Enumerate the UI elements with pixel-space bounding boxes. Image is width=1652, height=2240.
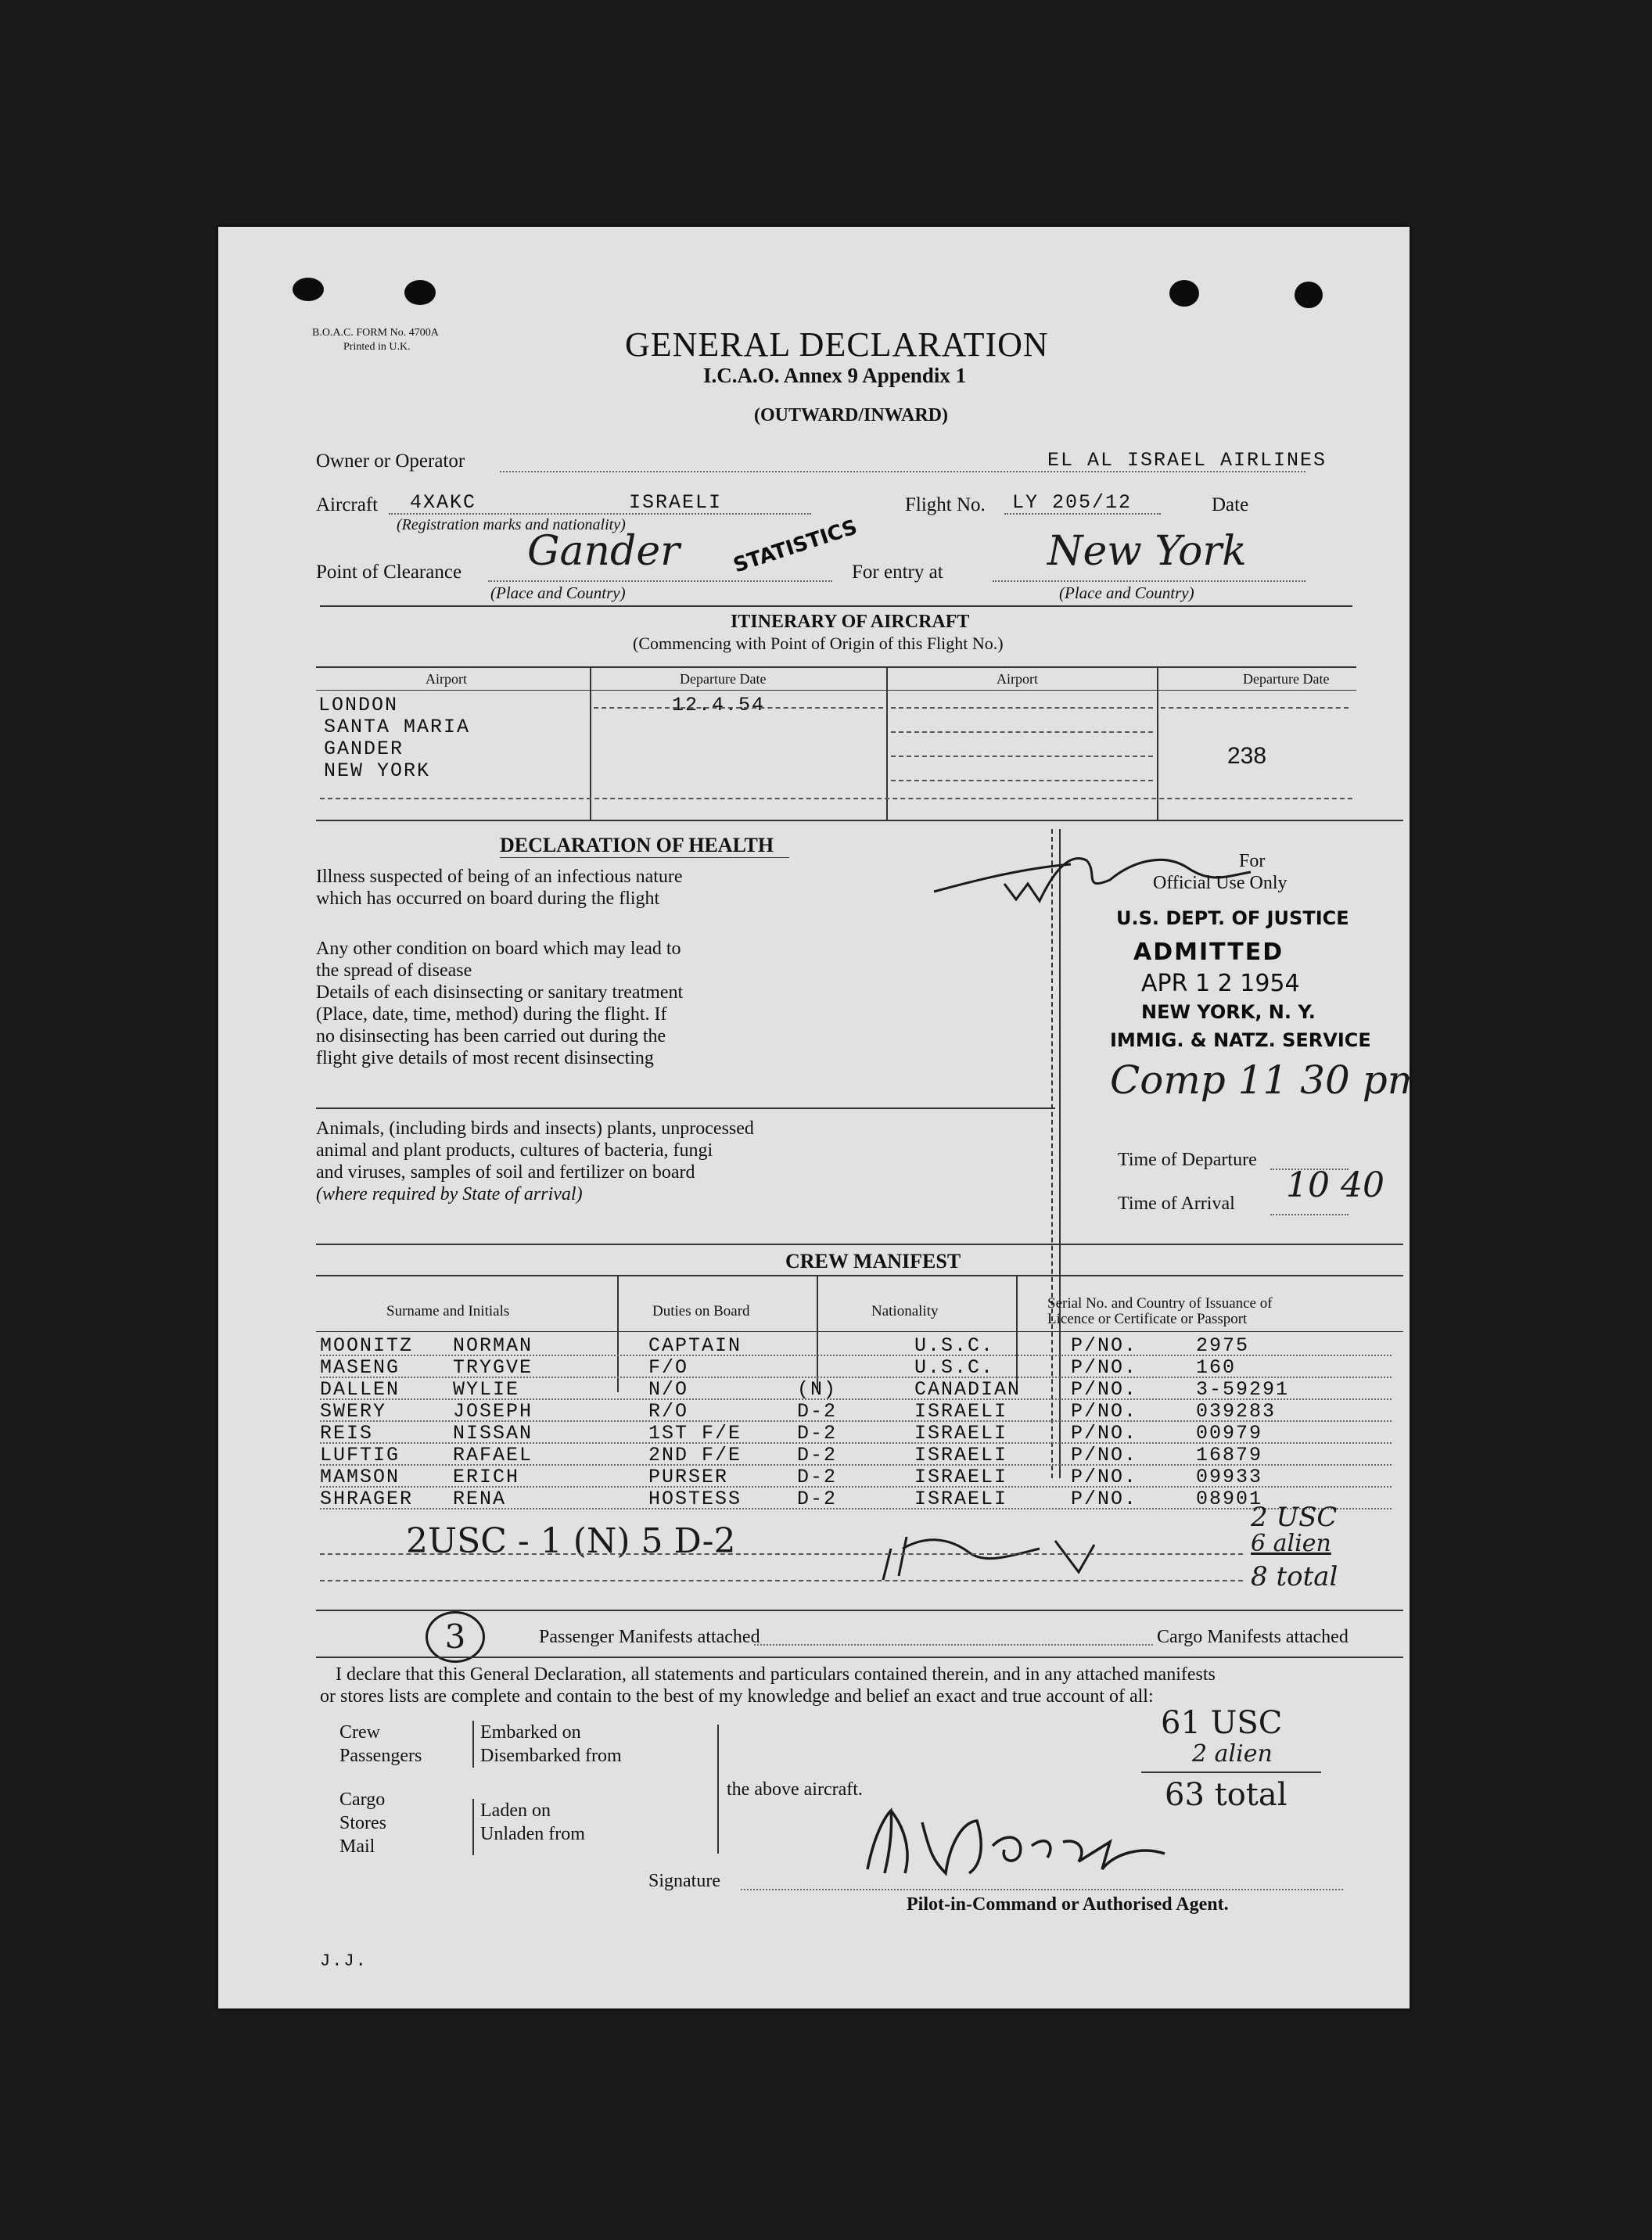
crew-hand-summary: 2USC - 1 (N) 5 D-2 xyxy=(406,1521,736,1561)
itinerary-row-line xyxy=(891,780,1153,781)
crew-surname: SHRAGER xyxy=(320,1488,414,1510)
health-animals-4: (where required by State of arrival) xyxy=(316,1184,583,1204)
crew-row xyxy=(320,1378,1392,1400)
itinerary-row-line xyxy=(891,707,1153,709)
itinerary-airport-3: GANDER xyxy=(324,738,404,760)
crew-serial: P/NO. xyxy=(1071,1334,1138,1357)
aircraft-line xyxy=(389,513,811,515)
crew-nat: ISRAELI xyxy=(914,1466,1008,1488)
crew-tally-total: 8 total xyxy=(1251,1561,1338,1592)
crew-num: 3-59291 xyxy=(1196,1378,1290,1401)
crew-duty: HOSTESS xyxy=(648,1488,742,1510)
entry-caption: (Place and Country) xyxy=(1059,583,1194,602)
crew-surname: MAMSON xyxy=(320,1466,400,1488)
crew-row xyxy=(320,1356,1392,1378)
stamp-service: IMMIG. & NATZ. SERVICE xyxy=(1110,1029,1371,1051)
crew-surname: SWERY xyxy=(320,1400,387,1423)
crew-mark: D-2 xyxy=(797,1422,838,1445)
punch-hole xyxy=(1169,280,1199,307)
crew-signature-scribble xyxy=(860,1525,1266,1588)
comp-handwritten: Comp 11 30 pm xyxy=(1110,1057,1425,1103)
decl-laden: Laden on xyxy=(480,1800,551,1821)
health-disinsect-1: Details of each disinsecting or sanitary treatment xyxy=(316,982,684,1003)
clearance-label: Point of Clearance xyxy=(316,562,462,583)
crew-mark: D-2 xyxy=(797,1444,838,1466)
crew-given: ERICH xyxy=(453,1466,520,1488)
itinerary-airport-2: SANTA MARIA xyxy=(324,716,471,738)
passenger-manifests: Passenger Manifests attached xyxy=(539,1627,760,1647)
crew-num: 16879 xyxy=(1196,1444,1263,1466)
crew-row xyxy=(320,1488,1392,1509)
col-airport: Airport xyxy=(426,671,467,687)
col-duties: Duties on Board xyxy=(652,1303,750,1319)
itinerary-title: ITINERARY OF AIRCRAFT xyxy=(731,612,970,632)
declaration-text-1: I declare that this General Declaration, all statements and particulars contained therein, and in any attached manifests xyxy=(336,1664,1216,1685)
crew-surname: DALLEN xyxy=(320,1378,400,1401)
crew-nat: U.S.C. xyxy=(914,1334,995,1357)
crew-surname: REIS xyxy=(320,1422,374,1445)
flight-line xyxy=(1004,513,1161,515)
aircraft-nationality: ISRAELI xyxy=(629,491,723,514)
time-arrival-label: Time of Arrival xyxy=(1118,1194,1235,1214)
crew-duty: R/O xyxy=(648,1400,689,1423)
health-animals-3: and viruses, samples of soil and fertilizer on board xyxy=(316,1162,695,1183)
crew-nat: ISRAELI xyxy=(914,1488,1008,1510)
form-title: GENERAL DECLARATION xyxy=(625,325,1049,364)
crew-num: 00979 xyxy=(1196,1422,1263,1445)
decl-disembarked: Disembarked from xyxy=(480,1746,622,1766)
decl-bracket xyxy=(472,1721,474,1768)
punch-hole xyxy=(404,280,436,305)
footer-initials: J.J. xyxy=(320,1951,368,1971)
crew-row xyxy=(320,1334,1392,1356)
itinerary-subtitle: (Commencing with Point of Origin of this Flight No.) xyxy=(633,634,1004,653)
crew-row xyxy=(320,1444,1392,1466)
decl-pax-total: 63 total xyxy=(1165,1777,1287,1813)
crew-duty: F/O xyxy=(648,1356,689,1379)
crew-nat: ISRAELI xyxy=(914,1400,1008,1423)
col-airport-2: Airport xyxy=(997,671,1038,687)
crew-given: NISSAN xyxy=(453,1422,533,1445)
col-serial-2: Licence or Certificate or Passport xyxy=(1047,1311,1248,1327)
health-other-2: the spread of disease xyxy=(316,960,472,981)
decl-pax-usc: 61 USC xyxy=(1161,1705,1283,1741)
health-illness-1: Illness suspected of being of an infectious nature xyxy=(316,867,683,887)
crew-given: TRYGVE xyxy=(453,1356,533,1379)
itinerary-row-line xyxy=(1161,707,1349,709)
crew-given: JOSEPH xyxy=(453,1400,533,1423)
cargo-manifests: Cargo Manifests attached xyxy=(1157,1627,1349,1647)
health-animals-rule xyxy=(316,1107,1055,1109)
crew-duty: PURSER xyxy=(648,1466,729,1488)
health-title-underline xyxy=(500,857,789,858)
aircraft-label: Aircraft xyxy=(316,494,379,515)
pilot-signature xyxy=(844,1799,1173,1885)
decl-above-aircraft: the above aircraft. xyxy=(727,1779,863,1800)
printed-in: Printed in U.K. xyxy=(343,341,411,353)
crew-mark: D-2 xyxy=(797,1466,838,1488)
crew-num: 09933 xyxy=(1196,1466,1263,1488)
itinerary-bottom-dotted xyxy=(320,798,1352,799)
health-illness-2: which has occurred on board during the flight xyxy=(316,888,660,909)
itinerary-top-rule xyxy=(320,605,1352,607)
crew-given: WYLIE xyxy=(453,1378,520,1401)
crew-tally-usc: 2 USC xyxy=(1251,1502,1338,1533)
health-other-1: Any other condition on board which may lead to xyxy=(316,939,681,959)
crew-row-line xyxy=(320,1508,1392,1509)
crew-mark: D-2 xyxy=(797,1488,838,1510)
decl-bracket xyxy=(472,1799,474,1855)
crew-nat: ISRAELI xyxy=(914,1444,1008,1466)
owner-label: Owner or Operator xyxy=(316,451,465,472)
decl-cargo: Cargo xyxy=(339,1789,386,1810)
clearance-caption: (Place and Country) xyxy=(490,583,626,602)
owner-value: EL AL ISRAEL AIRLINES xyxy=(1047,449,1327,472)
itinerary-row-line xyxy=(891,731,1153,733)
crew-mark: D-2 xyxy=(797,1400,838,1423)
crew-duty: CAPTAIN xyxy=(648,1334,742,1357)
crew-serial: P/NO. xyxy=(1071,1378,1138,1401)
stamp-date: APR 1 2 1954 xyxy=(1141,970,1300,997)
stamp-dept-justice: U.S. DEPT. OF JUSTICE xyxy=(1116,907,1349,929)
crew-row xyxy=(320,1422,1392,1444)
crew-mark: (N) xyxy=(797,1378,838,1401)
official-for: For xyxy=(1239,851,1266,871)
flight-label: Flight No. xyxy=(905,494,986,515)
decl-unladen: Unladen from xyxy=(480,1824,585,1844)
crew-duty: 1ST F/E xyxy=(648,1422,742,1445)
decl-embarked: Embarked on xyxy=(480,1722,581,1743)
punch-hole xyxy=(1295,282,1323,308)
itinerary-subheader-rule xyxy=(316,690,1356,691)
signature-line xyxy=(741,1889,1343,1890)
decl-pax-rule xyxy=(1141,1772,1321,1773)
health-disinsect-2: (Place, date, time, method) during the flight. If xyxy=(316,1004,667,1025)
itinerary-row-line xyxy=(891,756,1153,757)
crew-nat: U.S.C. xyxy=(914,1356,995,1379)
crew-row-dotted xyxy=(320,1580,1243,1581)
decl-crew: Crew xyxy=(339,1722,380,1743)
entry-handwritten: New York xyxy=(1047,528,1247,575)
itinerary-bottom-rule xyxy=(316,820,1403,821)
itinerary-number: 238 xyxy=(1227,743,1267,769)
decl-pax-alien: 2 alien xyxy=(1192,1740,1273,1768)
passenger-manifest-count: 3 xyxy=(426,1611,485,1663)
clearance-line xyxy=(488,580,832,582)
official-use-only: Official Use Only xyxy=(1153,873,1287,893)
crew-num: 2975 xyxy=(1196,1334,1250,1357)
time-arrival-line xyxy=(1270,1214,1349,1215)
decl-passengers: Passengers xyxy=(339,1746,422,1766)
decl-brace xyxy=(717,1725,719,1854)
crew-duty: 2ND F/E xyxy=(648,1444,742,1466)
crew-num: 08901 xyxy=(1196,1488,1263,1510)
registration-caption: (Registration marks and nationality) xyxy=(397,516,626,533)
crew-serial: P/NO. xyxy=(1071,1356,1138,1379)
declaration-form-sheet xyxy=(218,227,1425,2008)
crew-surname: LUFTIG xyxy=(320,1444,400,1466)
flight-number: LY 205/12 xyxy=(1012,491,1133,514)
manifests-bottom-rule xyxy=(316,1657,1403,1658)
crew-serial: P/NO. xyxy=(1071,1422,1138,1445)
health-animals-2: animal and plant products, cultures of bacteria, fungi xyxy=(316,1140,713,1161)
itinerary-departure-date: 12.4.54 xyxy=(672,694,766,716)
itinerary-airport-4: NEW YORK xyxy=(324,759,431,782)
signature-caption: Pilot-in-Command or Authorised Agent. xyxy=(907,1894,1229,1915)
punch-hole xyxy=(293,278,324,301)
crew-nat: ISRAELI xyxy=(914,1422,1008,1445)
crew-top-rule xyxy=(316,1244,1403,1245)
statistics-stamp: STATISTICS xyxy=(731,515,860,578)
form-number: B.O.A.C. FORM No. 4700A xyxy=(312,327,439,339)
crew-serial: P/NO. xyxy=(1071,1488,1138,1510)
crew-serial: P/NO. xyxy=(1071,1444,1138,1466)
declaration-text-2: or stores lists are complete and contain to the best of my knowledge and belief an exact and true account of all: xyxy=(320,1686,1154,1707)
crew-row xyxy=(320,1466,1392,1488)
itinerary-airport-1: LONDON xyxy=(318,694,399,716)
owner-line xyxy=(500,471,1305,472)
crew-given: RAFAEL xyxy=(453,1444,533,1466)
health-disinsect-3: no disinsecting has been carried out during the xyxy=(316,1026,666,1046)
col-surname: Surname and Initials xyxy=(386,1303,510,1319)
crew-given: NORMAN xyxy=(453,1334,533,1357)
aircraft-registration: 4XAKC xyxy=(410,491,477,514)
health-animals-1: Animals, (including birds and insects) plants, unprocessed xyxy=(316,1118,754,1139)
form-subtitle: I.C.A.O. Annex 9 Appendix 1 xyxy=(703,364,967,387)
crew-serial: P/NO. xyxy=(1071,1466,1138,1488)
crew-nat: CANADIAN xyxy=(914,1378,1022,1401)
crew-tally-alien: 6 alien xyxy=(1251,1530,1331,1557)
col-departure-date: Departure Date xyxy=(680,671,767,687)
crew-row xyxy=(320,1400,1392,1422)
crew-header-rule xyxy=(316,1275,1403,1276)
signature-label: Signature xyxy=(648,1871,720,1891)
itinerary-row-line xyxy=(594,707,883,709)
time-departure-label: Time of Departure xyxy=(1118,1150,1257,1170)
itinerary-header-rule xyxy=(316,666,1356,668)
crew-num: 160 xyxy=(1196,1356,1237,1379)
col-departure-date-2: Departure Date xyxy=(1243,671,1330,687)
crew-title: CREW MANIFEST xyxy=(785,1250,961,1273)
health-title: DECLARATION OF HEALTH xyxy=(500,834,774,856)
entry-line xyxy=(993,580,1305,582)
crew-num: 039283 xyxy=(1196,1400,1277,1423)
crew-duty: N/O xyxy=(648,1378,689,1401)
direction: (OUTWARD/INWARD) xyxy=(754,405,949,425)
crew-row-dotted xyxy=(320,1553,1243,1555)
decl-stores: Stores xyxy=(339,1813,386,1833)
crew-surname: MOONITZ xyxy=(320,1334,414,1357)
official-initials-scribble xyxy=(930,837,1259,931)
stamp-city: NEW YORK, N. Y. xyxy=(1141,1001,1316,1023)
entry-label: For entry at xyxy=(852,562,943,583)
crew-given: RENA xyxy=(453,1488,507,1510)
stamp-admitted: ADMITTED xyxy=(1133,939,1284,966)
decl-mail: Mail xyxy=(339,1836,375,1857)
col-nationality: Nationality xyxy=(871,1303,939,1319)
manifests-line xyxy=(754,1644,1153,1646)
crew-subheader-rule xyxy=(316,1331,1403,1332)
col-serial-1: Serial No. and Country of Issuance of xyxy=(1047,1295,1273,1312)
crew-bottom-rule xyxy=(316,1610,1403,1611)
time-arrival-handwritten: 10 40 xyxy=(1286,1165,1384,1205)
clearance-handwritten: Gander xyxy=(527,528,680,575)
crew-serial: P/NO. xyxy=(1071,1400,1138,1423)
crew-surname: MASENG xyxy=(320,1356,400,1379)
date-label: Date xyxy=(1212,494,1249,515)
health-disinsect-4: flight give details of most recent disinsecting xyxy=(316,1048,654,1068)
